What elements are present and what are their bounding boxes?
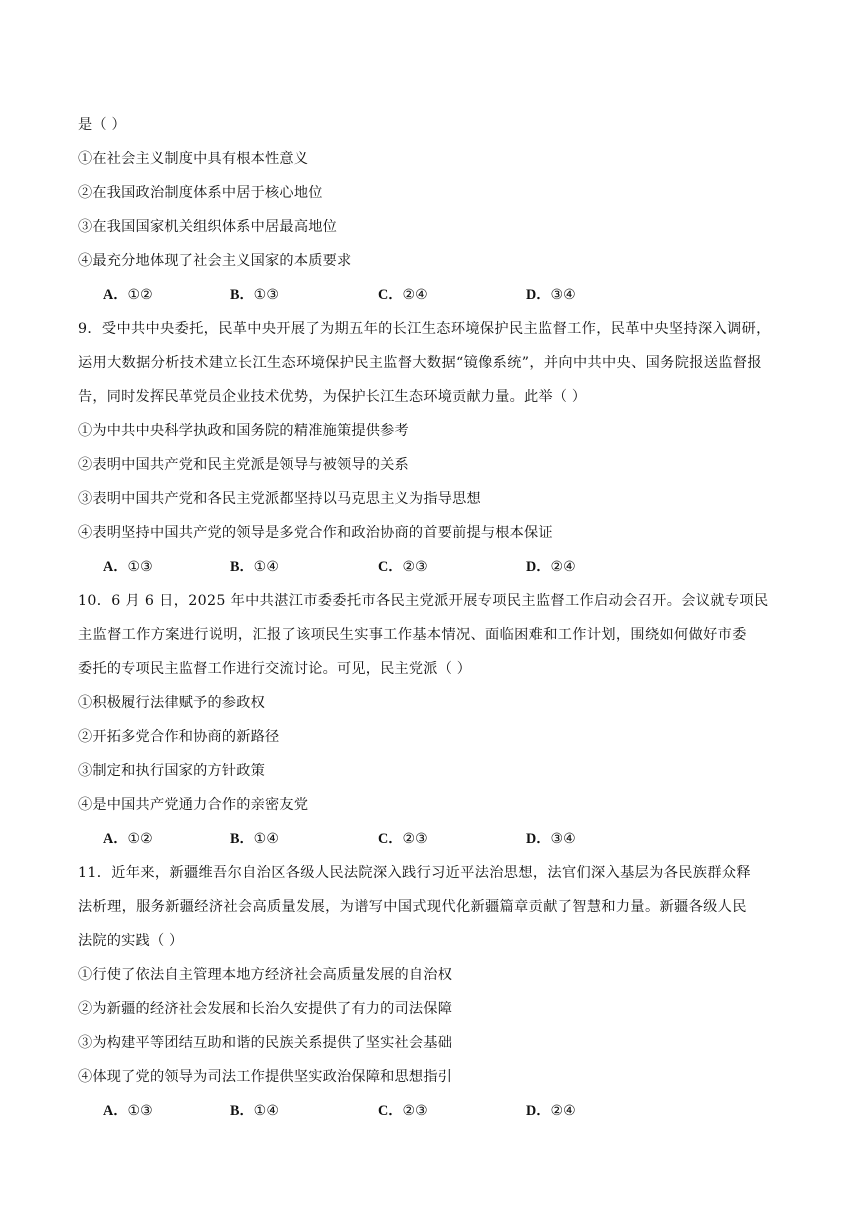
option-b: B．①④ [230, 831, 280, 847]
answer-options [78, 278, 790, 312]
option-c: C．②③ [378, 831, 428, 847]
answer-options [78, 550, 790, 584]
question-stem-line-1: 11．近年来，新疆维吾尔自治区各级人民法院深入践行习近平法治思想，法官们深入基层为各民族群众释 [78, 865, 751, 881]
question-11 [78, 856, 790, 1128]
statement-3: ③在我国国家机关组织体系中居最高地位 [78, 219, 337, 235]
statement-1: ①为中共中央科学执政和国务院的精准施策提供参考 [78, 423, 409, 439]
statement-2: ②在我国政治制度体系中居于核心地位 [78, 185, 323, 201]
option-b: B．①④ [230, 1103, 280, 1119]
option-d: D．②④ [526, 559, 576, 575]
statement-4: ④表明坚持中国共产党的领导是多党合作和政治协商的首要前提与根本保证 [78, 525, 553, 541]
statement-3: ③表明中国共产党和各民主党派都坚持以马克思主义为指导思想 [78, 491, 481, 507]
statement-1: ①在社会主义制度中具有根本性意义 [78, 151, 309, 167]
question-stem-line-3: 法院的实践（ ） [78, 933, 184, 949]
option-a: A．①③ [103, 1103, 153, 1119]
option-c: C．②③ [378, 1103, 428, 1119]
option-d: D．③④ [526, 287, 576, 303]
option-d: D．③④ [526, 831, 576, 847]
statement-1: ①行使了依法自主管理本地方经济社会高质量发展的自治权 [78, 967, 453, 983]
statement-2: ②表明中国共产党和民主党派是领导与被领导的关系 [78, 457, 409, 473]
question-10 [78, 584, 790, 856]
statement-1: ①积极履行法律赋予的参政权 [78, 695, 266, 711]
answer-options [78, 1094, 790, 1128]
question-stem-tail: 是（ ） [78, 117, 126, 133]
statement-3: ③为构建平等团结互助和谐的民族关系提供了坚实社会基础 [78, 1035, 453, 1051]
answer-options [78, 822, 790, 856]
question-stem-line-2: 法析理，服务新疆经济社会高质量发展，为谱写中国式现代化新疆篇章贡献了智慧和力量。新疆各级人民 [78, 899, 747, 915]
option-d: D．②④ [526, 1103, 576, 1119]
option-c: C．②③ [378, 559, 428, 575]
option-c: C．②④ [378, 287, 428, 303]
option-a: A．①② [103, 831, 153, 847]
statement-4: ④最充分地体现了社会主义国家的本质要求 [78, 253, 352, 269]
option-b: B．①④ [230, 559, 280, 575]
option-b: B．①③ [230, 287, 280, 303]
question-stem-line-1: 9．受中共中央委托，民革中央开展了为期五年的长江生态环境保护民主监督工作，民革中央坚持深入调研， [78, 321, 771, 337]
question-stem-line-2: 主监督工作方案进行说明，汇报了该项民生实事工作基本情况、面临困难和工作计划，围绕如何做好市委 [78, 627, 747, 643]
question-stem-line-3: 告，同时发挥民革党员企业技术优势，为保护长江生态环境贡献力量。此举（ ） [78, 389, 587, 405]
statement-4: ④体现了党的领导为司法工作提供坚实政治保障和思想指引 [78, 1069, 453, 1085]
statement-4: ④是中国共产党通力合作的亲密友党 [78, 797, 309, 813]
statement-2: ②为新疆的经济社会发展和长治久安提供了有力的司法保障 [78, 1001, 453, 1017]
question-9 [78, 312, 790, 584]
question-stem-line-3: 委托的专项民主监督工作进行交流讨论。可见，民主党派（ ） [78, 661, 472, 677]
statement-2: ②开拓多党合作和协商的新路径 [78, 729, 280, 745]
option-a: A．①③ [103, 559, 153, 575]
question-8 [78, 108, 790, 312]
option-a: A．①② [103, 287, 153, 303]
question-stem-line-2: 运用大数据分析技术建立长江生态环境保护民主监督大数据“镜像系统”，并向中共中央、国务院报送监督报 [78, 355, 762, 371]
statement-3: ③制定和执行国家的方针政策 [78, 763, 266, 779]
question-stem-line-1: 10．6 月 6 日，2025 年中共湛江市委委托市各民主党派开展专项民主监督工作启动会召开。会议就专项民 [78, 593, 769, 609]
